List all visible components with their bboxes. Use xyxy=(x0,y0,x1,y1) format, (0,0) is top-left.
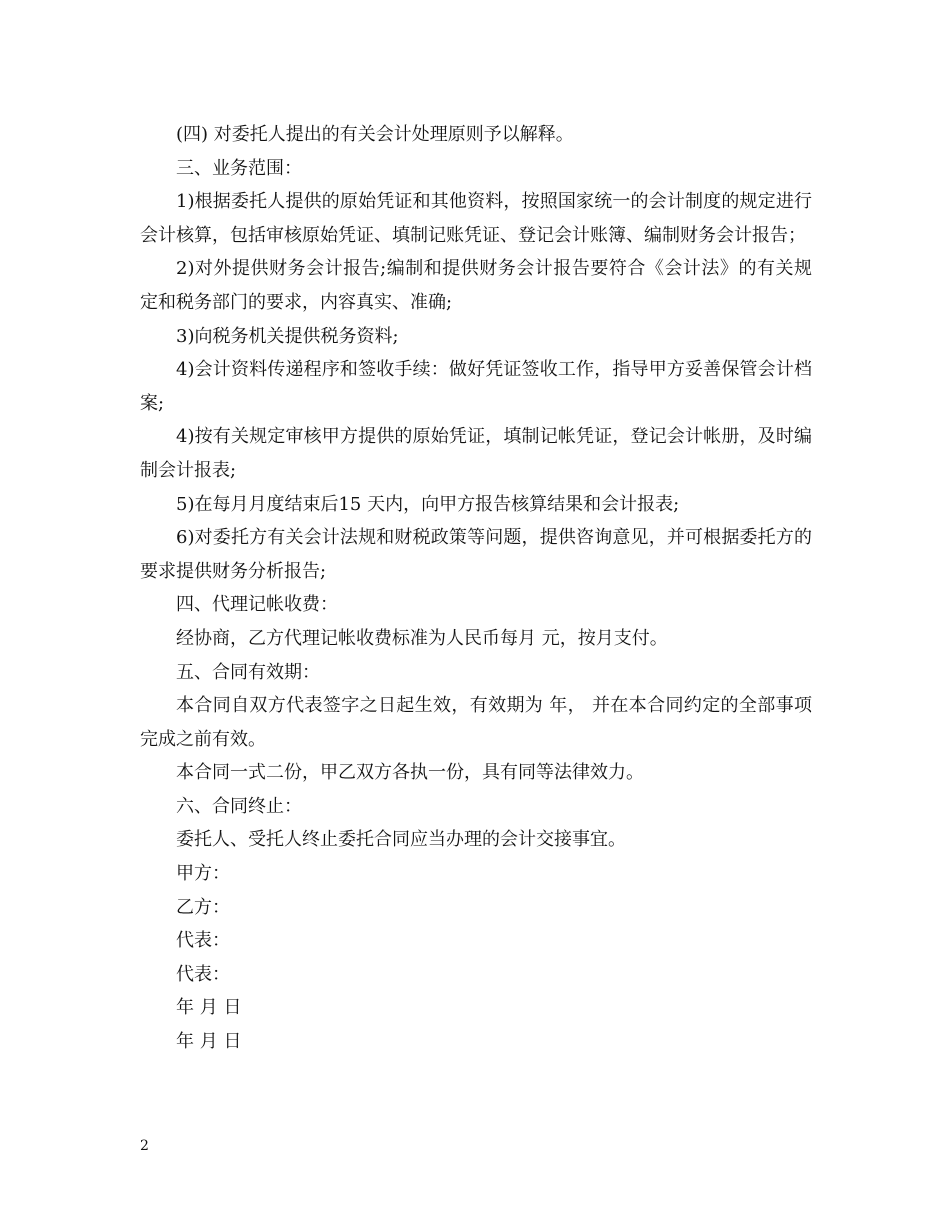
signature-party-b: 乙方： xyxy=(176,896,230,918)
page-number: 2 xyxy=(140,1138,149,1154)
signature-representative-a: 代表： xyxy=(176,930,230,952)
paragraph-copies: 本合同一式二份，甲乙双方各执一份，具有同等法律效力。 xyxy=(176,762,644,784)
signature-date-a: 年 月 日 xyxy=(176,997,242,1019)
heading-business-scope: 三、业务范围： xyxy=(176,157,302,179)
paragraph-validity: 本合同自双方代表签字之日起生效，有效期为 年， 并在本合同约定的全部事项完成之前有效。 xyxy=(140,695,812,750)
paragraph-scope-1: 1)根据委托人提供的原始凭证和其他资料，按照国家统一的会计制度的规定进行会计核算，包括审核原始凭证、填制记账凭证、登记会计账簿、编制财务会计报告； xyxy=(140,191,812,246)
paragraph-clause-4-explain: (四) 对委托人提出的有关会计处理原则予以解释。 xyxy=(176,124,574,145)
paragraph-termination: 委托人、受托人终止委托合同应当办理的会计交接事宜。 xyxy=(176,829,626,851)
paragraph-fees: 经协商，乙方代理记帐收费标准为人民币每月 元，按月支付。 xyxy=(176,627,668,649)
heading-validity: 五、合同有效期： xyxy=(176,661,320,683)
signature-date-b: 年 月 日 xyxy=(176,1031,242,1053)
paragraph-scope-4b: 4)按有关规定审核甲方提供的原始凭证，填制记帐凭证，登记会计帐册，及时编制会计报表; xyxy=(140,426,812,481)
paragraph-scope-4a: 4)会计资料传递程序和签收手续：做好凭证签收工作，指导甲方妥善保管会计档案; xyxy=(140,359,812,414)
paragraph-scope-3: 3)向税务机关提供税务资料; xyxy=(176,325,399,347)
paragraph-scope-6: 6)对委托方有关会计法规和财税政策等问题，提供咨询意见，并可根据委托方的要求提供财务分析报告; xyxy=(140,527,812,582)
heading-termination: 六、合同终止： xyxy=(176,795,302,817)
paragraph-scope-5: 5)在每月月度结束后15 天内，向甲方报告核算结果和会计报表; xyxy=(176,493,680,515)
document-body xyxy=(140,118,812,1059)
heading-fees: 四、代理记帐收费： xyxy=(176,594,338,616)
signature-representative-b: 代表： xyxy=(176,963,230,985)
paragraph-scope-2: 2)对外提供财务会计报告;编制和提供财务会计报告要符合《会计法》的有关规定和税务部门的要求，内容真实、准确; xyxy=(140,258,812,313)
signature-party-a: 甲方： xyxy=(176,863,230,885)
